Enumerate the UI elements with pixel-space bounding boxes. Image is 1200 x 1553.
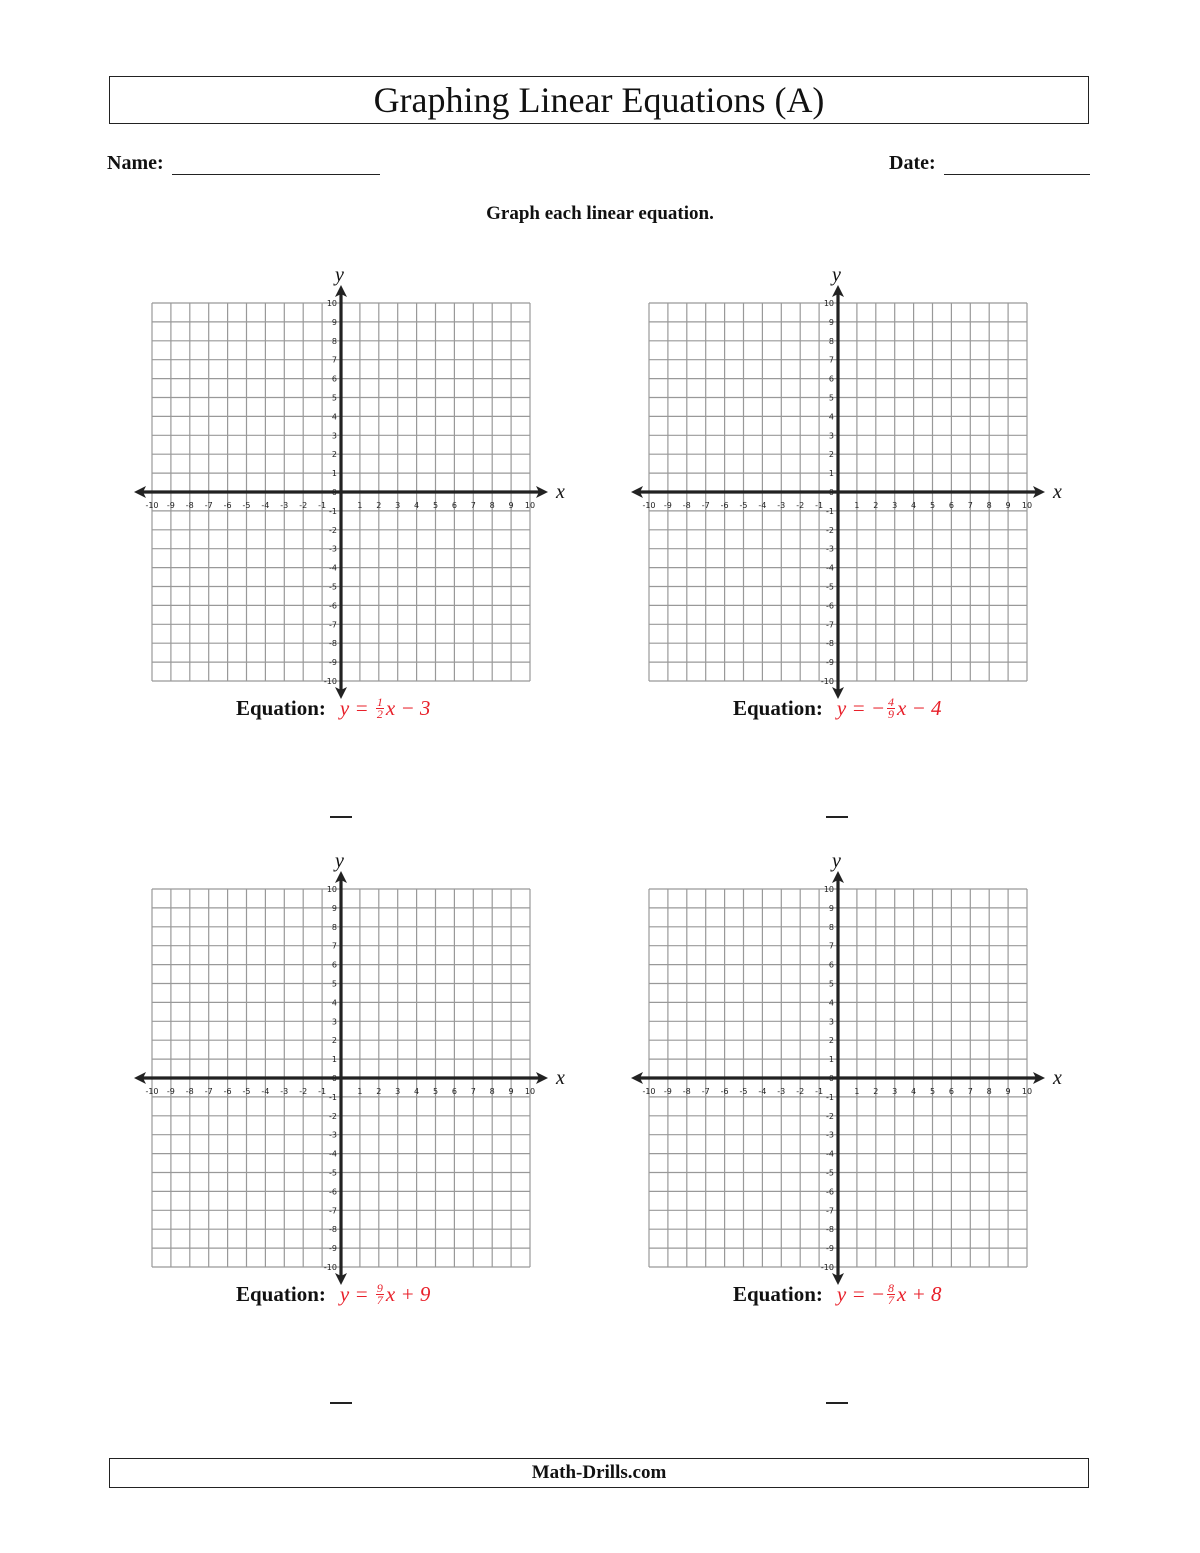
origin-tick-label: 0	[331, 488, 337, 497]
y-tick-label: 5	[828, 393, 834, 403]
x-tick-label: -6	[720, 501, 729, 510]
name-field-row	[107, 152, 380, 175]
y-tick-label: -4	[826, 1149, 834, 1159]
equation-expression: y = $\frac{1}{2}$ x − 3	[339, 695, 431, 721]
y-tick-label: 9	[331, 903, 337, 913]
x-tick-label: -7	[204, 501, 213, 510]
y-tick-label: -3	[329, 1130, 337, 1140]
x-tick-label: 10	[1021, 501, 1033, 510]
x-tick-label: -4	[261, 1087, 270, 1096]
y-tick-label: 5	[331, 979, 337, 989]
y-tick-label: -9	[826, 658, 834, 668]
y-tick-label: 10	[823, 299, 834, 308]
x-tick-label: -8	[185, 501, 194, 510]
x-tick-label: -6	[223, 1087, 232, 1096]
x-tick-label: -9	[663, 501, 672, 510]
x-axis-label: x	[1053, 1067, 1062, 1089]
x-tick-label: -8	[682, 1087, 691, 1096]
graph-panel-2	[627, 255, 1067, 725]
x-tick-label: -7	[204, 1087, 213, 1096]
x-tick-label: 9	[508, 1087, 514, 1096]
x-tick-label: 4	[414, 501, 420, 510]
y-tick-label: 10	[823, 885, 834, 894]
y-tick-label: -4	[329, 1149, 337, 1159]
name-label: Name:	[107, 152, 164, 174]
y-tick-label: 4	[828, 998, 834, 1008]
equation-4	[733, 1282, 942, 1307]
coordinate-grid-4[interactable]	[627, 841, 1067, 1311]
y-tick-label: -8	[826, 1225, 834, 1235]
equation-fraction: $\frac{8}{7}$	[888, 1281, 895, 1307]
y-tick-label: 1	[828, 1055, 834, 1065]
x-tick-label: 3	[395, 1087, 401, 1096]
y-tick-label: 10	[326, 885, 337, 894]
x-tick-label: 9	[1005, 1087, 1011, 1096]
y-tick-label: 7	[331, 941, 337, 951]
y-tick-label: 6	[828, 960, 834, 970]
y-tick-label: -9	[826, 1244, 834, 1254]
x-tick-label: 7	[470, 1087, 476, 1096]
y-tick-label: 2	[331, 450, 337, 460]
x-tick-label: 4	[911, 1087, 917, 1096]
y-tick-label: 8	[828, 336, 834, 346]
equation-label: Equation:	[236, 1282, 326, 1306]
x-axis-label: x	[556, 1067, 565, 1089]
equation-label: Equation:	[733, 1282, 823, 1306]
x-tick-label: 4	[911, 501, 917, 510]
x-tick-label: -3	[777, 501, 786, 510]
x-tick-label: 8	[986, 501, 992, 510]
x-tick-label: 1	[854, 1087, 860, 1096]
answer-line-2	[826, 816, 848, 818]
y-tick-label: 9	[828, 903, 834, 913]
x-tick-label: 6	[948, 1087, 954, 1096]
y-tick-label: -1	[826, 1092, 834, 1102]
equation-3	[236, 1282, 430, 1307]
x-tick-label: -8	[682, 501, 691, 510]
x-tick-label: -2	[299, 501, 308, 510]
x-tick-label: 10	[524, 501, 536, 510]
x-tick-label: -1	[815, 501, 824, 510]
x-tick-label: -10	[642, 501, 656, 510]
y-tick-label: -6	[826, 601, 834, 611]
x-tick-label: -1	[318, 1087, 327, 1096]
x-tick-label: -10	[145, 1087, 159, 1096]
y-tick-label: 6	[331, 374, 337, 384]
answer-line-3	[330, 1402, 352, 1404]
x-tick-label: -9	[166, 1087, 175, 1096]
x-tick-label: -2	[796, 1087, 805, 1096]
equation-2	[733, 696, 942, 721]
footer-box	[109, 1458, 1089, 1488]
y-tick-label: -3	[826, 1130, 834, 1140]
origin-tick-label: 0	[828, 1074, 834, 1083]
answer-line-4	[826, 1402, 848, 1404]
x-tick-label: -5	[242, 1087, 251, 1096]
y-tick-label: 2	[828, 1036, 834, 1046]
y-tick-label: 3	[331, 1017, 337, 1027]
x-tick-label: -5	[739, 501, 748, 510]
y-axis-label: y	[832, 264, 841, 286]
y-tick-label: 7	[828, 941, 834, 951]
x-tick-label: -2	[796, 501, 805, 510]
coordinate-grid-2[interactable]	[627, 255, 1067, 725]
y-tick-label: -5	[826, 1168, 834, 1178]
y-tick-label: 1	[331, 1055, 337, 1065]
coordinate-grid-1[interactable]	[130, 255, 570, 725]
y-tick-label: -5	[826, 582, 834, 592]
equation-label: Equation:	[236, 696, 326, 720]
graph-panel-3	[130, 841, 570, 1311]
x-tick-label: 3	[892, 501, 898, 510]
y-tick-label: -7	[329, 1206, 337, 1216]
y-tick-label: 3	[331, 431, 337, 441]
graph-panel-1	[130, 255, 570, 725]
x-tick-label: -4	[758, 1087, 767, 1096]
y-tick-label: -3	[826, 544, 834, 554]
y-tick-label: 9	[828, 317, 834, 327]
y-tick-label: -10	[820, 1263, 834, 1272]
origin-tick-label: 0	[331, 1074, 337, 1083]
y-tick-label: 7	[828, 355, 834, 365]
title-box	[109, 76, 1089, 124]
y-tick-label: -10	[820, 677, 834, 686]
x-axis-label: x	[556, 481, 565, 503]
equation-expression: y = $\frac{9}{7}$ x + 9	[339, 1281, 431, 1307]
x-tick-label: 5	[432, 1087, 439, 1096]
x-tick-label: -4	[261, 501, 270, 510]
x-tick-label: -7	[701, 501, 710, 510]
answer-line-1	[330, 816, 352, 818]
y-tick-label: -10	[323, 1263, 337, 1272]
y-tick-label: 2	[828, 450, 834, 460]
x-tick-label: 7	[967, 1087, 973, 1096]
x-tick-label: 4	[414, 1087, 420, 1096]
x-axis-label: x	[1053, 481, 1062, 503]
y-tick-label: 6	[331, 960, 337, 970]
y-tick-label: 9	[331, 317, 337, 327]
equation-label: Equation:	[733, 696, 823, 720]
date-label: Date:	[889, 152, 936, 174]
y-axis-label: y	[832, 850, 841, 872]
equation-1	[236, 696, 430, 721]
x-tick-label: 3	[892, 1087, 898, 1096]
y-tick-label: 6	[828, 374, 834, 384]
x-tick-label: 1	[357, 501, 363, 510]
y-axis-label: y	[335, 850, 344, 872]
y-tick-label: -4	[826, 563, 834, 573]
y-tick-label: -8	[826, 639, 834, 649]
y-tick-label: -9	[329, 658, 337, 668]
name-blank-line[interactable]	[172, 152, 380, 175]
x-tick-label: 8	[489, 501, 495, 510]
footer-text[interactable]: Math-Drills.com	[531, 1462, 667, 1483]
y-tick-label: -8	[329, 639, 337, 649]
page-title: Graphing Linear Equations (A)	[373, 80, 825, 120]
x-tick-label: 1	[357, 1087, 363, 1096]
origin-tick-label: 0	[828, 488, 834, 497]
y-tick-label: -9	[329, 1244, 337, 1254]
x-tick-label: 8	[489, 1087, 495, 1096]
y-tick-label: 4	[828, 412, 834, 422]
x-tick-label: -1	[318, 501, 327, 510]
x-tick-label: 5	[929, 501, 936, 510]
x-tick-label: -9	[663, 1087, 672, 1096]
y-tick-label: -6	[329, 1187, 337, 1197]
equation-fraction: $\frac{9}{7}$	[376, 1281, 383, 1307]
x-tick-label: 3	[395, 501, 401, 510]
y-tick-label: -4	[329, 563, 337, 573]
y-tick-label: 3	[828, 431, 834, 441]
x-tick-label: -9	[166, 501, 175, 510]
y-axis-label: y	[335, 264, 344, 286]
x-tick-label: 1	[854, 501, 860, 510]
x-tick-label: 6	[451, 501, 457, 510]
x-tick-label: -3	[777, 1087, 786, 1096]
x-tick-label: 5	[432, 501, 439, 510]
x-tick-label: 7	[967, 501, 973, 510]
x-tick-label: -3	[280, 501, 289, 510]
y-tick-label: -6	[826, 1187, 834, 1197]
y-tick-label: -7	[826, 1206, 834, 1216]
y-tick-label: -2	[826, 525, 834, 535]
y-tick-label: 1	[828, 469, 834, 479]
x-tick-label: 7	[470, 501, 476, 510]
x-tick-label: -6	[223, 501, 232, 510]
equation-fraction: $\frac{1}{2}$	[376, 695, 383, 721]
y-tick-label: 2	[331, 1036, 337, 1046]
x-tick-label: 2	[873, 501, 879, 510]
y-tick-label: -1	[329, 1092, 337, 1102]
y-tick-label: 8	[828, 922, 834, 932]
x-tick-label: -1	[815, 1087, 824, 1096]
y-tick-label: 5	[331, 393, 337, 403]
x-tick-label: -3	[280, 1087, 289, 1096]
x-tick-label: -10	[145, 501, 159, 510]
date-blank-line[interactable]	[944, 152, 1090, 175]
x-tick-label: 9	[1005, 501, 1011, 510]
date-field-row	[889, 152, 1090, 175]
y-tick-label: 5	[828, 979, 834, 989]
y-tick-label: -1	[329, 506, 337, 516]
equation-expression: y = − $\frac{4}{9}$ x − 4	[836, 695, 942, 721]
y-tick-label: -2	[826, 1111, 834, 1121]
y-tick-label: 3	[828, 1017, 834, 1027]
y-tick-label: 1	[331, 469, 337, 479]
y-tick-label: -7	[329, 620, 337, 630]
y-tick-label: 4	[331, 998, 337, 1008]
y-tick-label: -5	[329, 1168, 337, 1178]
x-tick-label: -8	[185, 1087, 194, 1096]
x-tick-label: 10	[524, 1087, 536, 1096]
y-tick-label: -10	[323, 677, 337, 686]
x-tick-label: -7	[701, 1087, 710, 1096]
x-tick-label: 6	[948, 501, 954, 510]
y-tick-label: -2	[329, 525, 337, 535]
instruction-text: Graph each linear equation.	[486, 203, 714, 224]
x-tick-label: 2	[376, 1087, 382, 1096]
y-tick-label: -7	[826, 620, 834, 630]
x-tick-label: -2	[299, 1087, 308, 1096]
coordinate-grid-3[interactable]	[130, 841, 570, 1311]
x-tick-label: 2	[873, 1087, 879, 1096]
x-tick-label: -10	[642, 1087, 656, 1096]
equation-fraction: $\frac{4}{9}$	[888, 695, 895, 721]
graph-panel-4	[627, 841, 1067, 1311]
y-tick-label: -8	[329, 1225, 337, 1235]
x-tick-label: 5	[929, 1087, 936, 1096]
x-tick-label: 9	[508, 501, 514, 510]
y-tick-label: -6	[329, 601, 337, 611]
y-tick-label: 8	[331, 922, 337, 932]
y-tick-label: -5	[329, 582, 337, 592]
x-tick-label: -5	[242, 501, 251, 510]
y-tick-label: -3	[329, 544, 337, 554]
y-tick-label: 10	[326, 299, 337, 308]
y-tick-label: -1	[826, 506, 834, 516]
x-tick-label: 8	[986, 1087, 992, 1096]
x-tick-label: 6	[451, 1087, 457, 1096]
equation-expression: y = − $\frac{8}{7}$ x + 8	[836, 1281, 942, 1307]
y-tick-label: 7	[331, 355, 337, 365]
x-tick-label: -6	[720, 1087, 729, 1096]
x-tick-label: -5	[739, 1087, 748, 1096]
x-tick-label: 2	[376, 501, 382, 510]
y-tick-label: 8	[331, 336, 337, 346]
y-tick-label: 4	[331, 412, 337, 422]
y-tick-label: -2	[329, 1111, 337, 1121]
x-tick-label: 10	[1021, 1087, 1033, 1096]
x-tick-label: -4	[758, 501, 767, 510]
